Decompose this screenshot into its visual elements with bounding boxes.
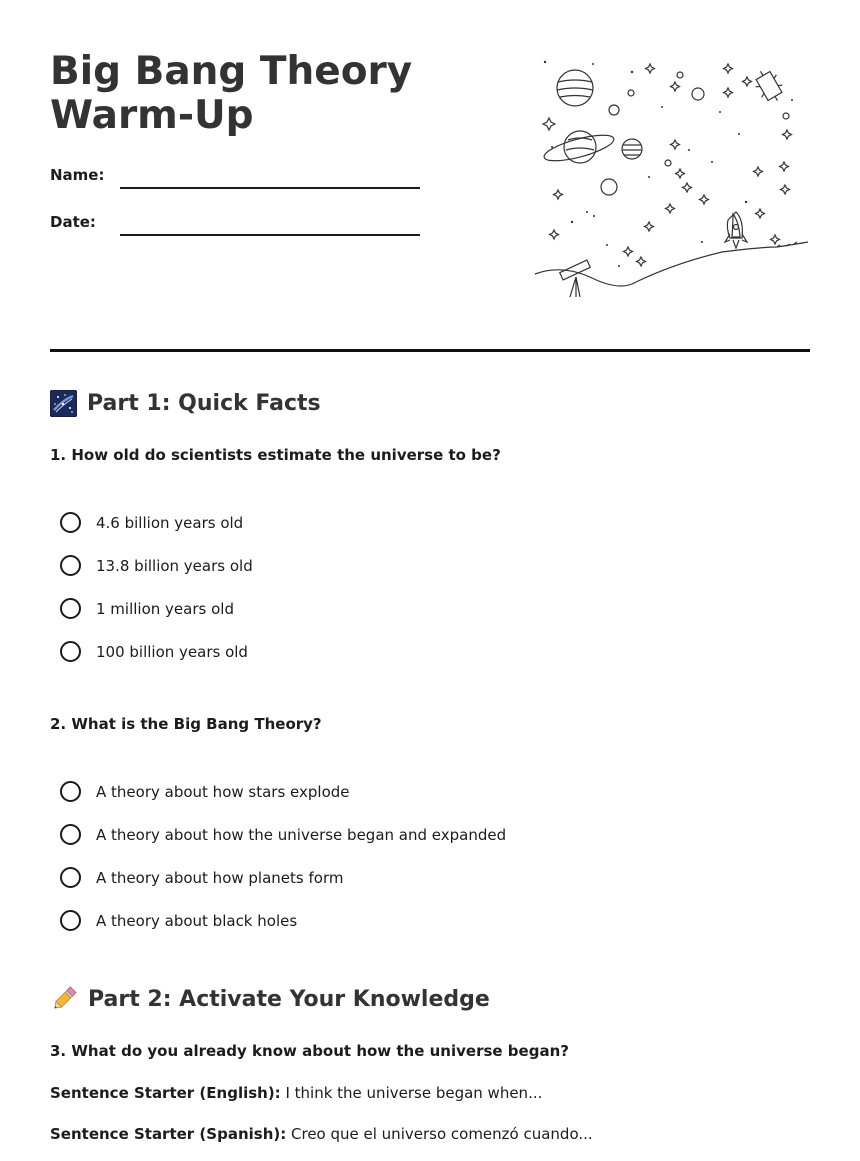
section-divider [50,349,810,352]
starter-es-label: Sentence Starter (Spanish): [50,1125,287,1143]
q2-option-3[interactable] [60,867,343,888]
q2-option-4[interactable] [60,910,297,931]
radio-button[interactable] [60,598,81,619]
q1-option-2[interactable] [60,555,253,576]
date-field-line[interactable] [120,234,420,236]
option-label: 13.8 billion years old [96,556,253,575]
question-1: 1. How old do scientists estimate the universe to be? [50,446,501,464]
q1-option-1[interactable] [60,512,243,533]
starter-en-text: I think the universe began when... [280,1084,543,1102]
planet-icon [557,70,593,106]
satellite-icon [750,65,788,106]
option-label: 100 billion years old [96,642,248,661]
option-label: A theory about how the universe began and expanded [96,825,507,844]
part2-heading-text: Part 2: Activate Your Knowledge [88,986,490,1012]
option-label: A theory about how planets form [96,868,344,887]
option-label: A theory about how stars explode [96,782,350,801]
space-illustration [532,52,812,302]
radio-button[interactable] [60,555,81,576]
radio-button[interactable] [60,512,81,533]
q1-option-4[interactable] [60,641,248,662]
part1-heading-text: Part 1: Quick Facts [87,391,321,416]
question-3: 3. What do you already know about how the universe began? [50,1042,569,1060]
radio-button[interactable] [60,824,81,845]
q2-option-1[interactable] [60,781,350,802]
page-title: Big Bang Theory Warm-Up [50,49,413,138]
option-label: 1 million years old [96,599,234,618]
starter-es-text: Creo que el universo comenzó cuando... [286,1125,593,1143]
option-label: 4.6 billion years old [96,513,244,532]
part1-heading [50,390,321,417]
name-field-line[interactable] [120,187,420,189]
radio-button[interactable] [60,641,81,662]
part2-heading [50,985,490,1013]
star-icons [543,64,792,266]
sentence-starter-english [50,1084,542,1102]
question-2: 2. What is the Big Bang Theory? [50,715,322,733]
date-label: Date: [50,213,96,231]
name-label: Name: [50,166,105,184]
ringed-planet-icon [542,130,616,166]
q1-option-3[interactable] [60,598,234,619]
starter-en-label: Sentence Starter (English): [50,1084,281,1102]
moon-icon [601,179,617,195]
option-label: A theory about black holes [96,911,298,930]
radio-button[interactable] [60,910,81,931]
sentence-starter-spanish [50,1125,593,1143]
radio-button[interactable] [60,867,81,888]
pencil-icon [50,985,78,1013]
rocket-icon [725,212,747,248]
radio-button[interactable] [60,781,81,802]
telescope-icon [560,260,591,297]
q2-option-2[interactable] [60,824,506,845]
small-planet-icon [622,139,642,159]
galaxy-icon [50,390,77,417]
